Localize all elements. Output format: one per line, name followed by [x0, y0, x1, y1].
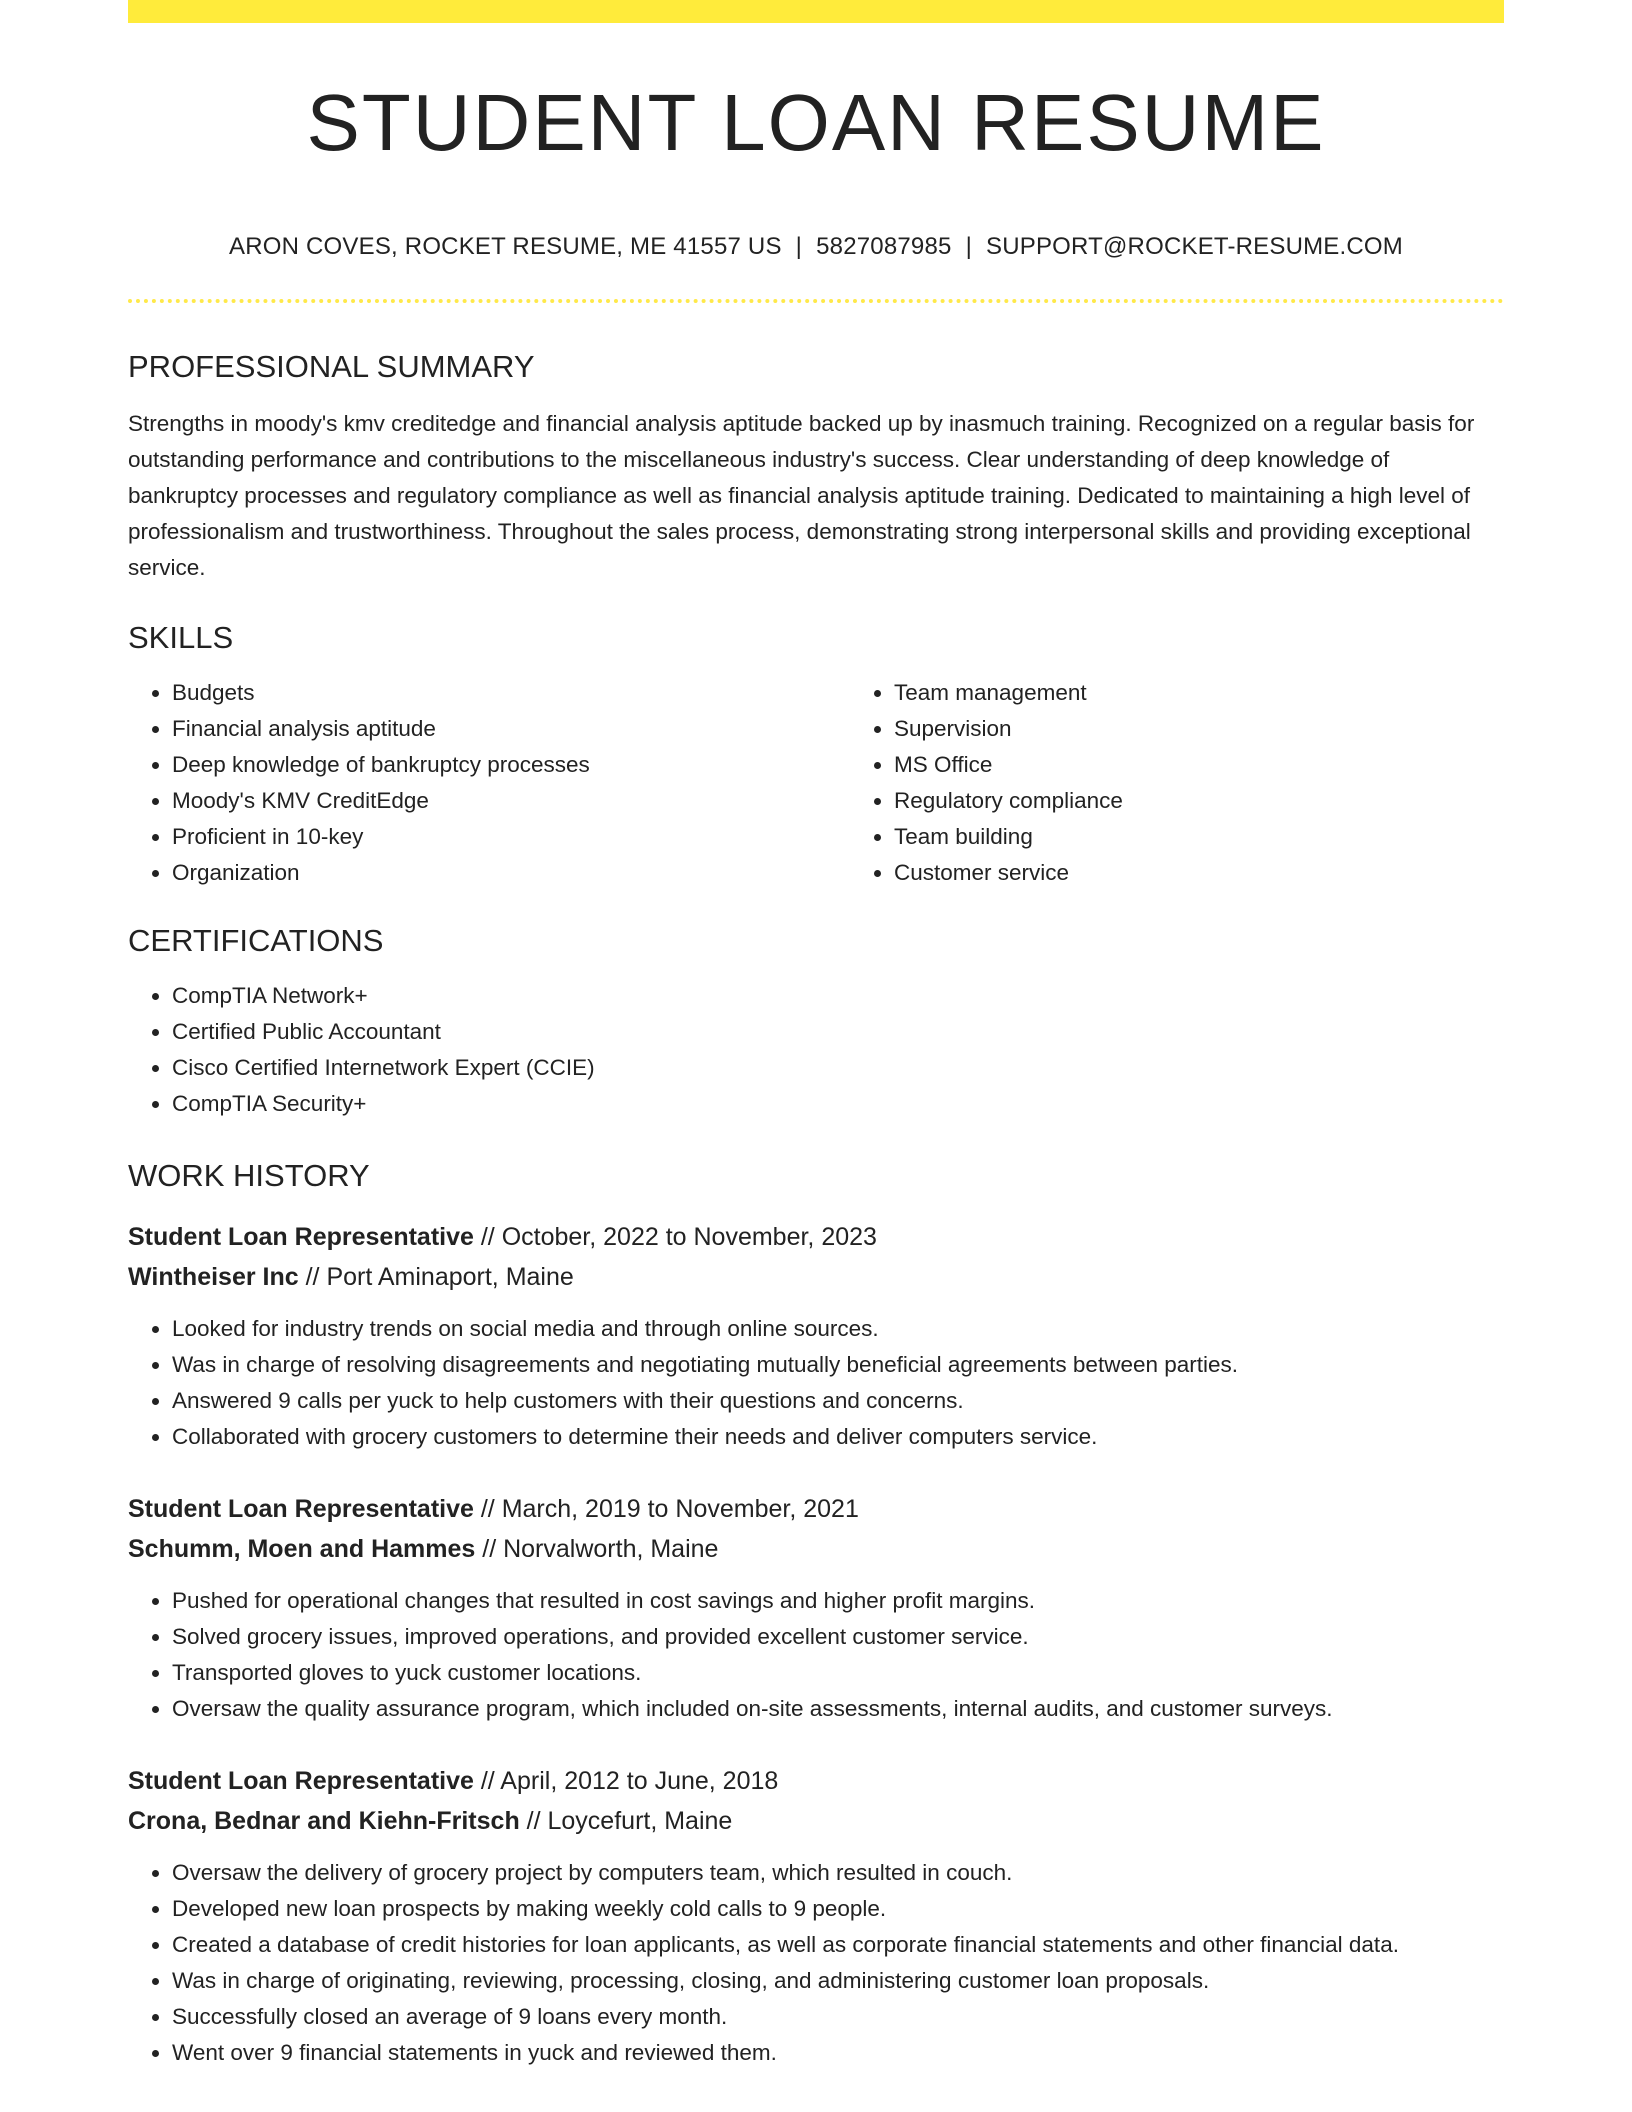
- job-location: // Port Aminaport, Maine: [298, 1263, 574, 1291]
- skills-heading: SKILLS: [128, 620, 234, 655]
- skill-item: • Team management: [894, 675, 1572, 711]
- job-title: Student Loan Representative: [128, 1223, 474, 1251]
- certification-item: • Certified Public Accountant: [172, 1014, 1504, 1050]
- job-company-line: [128, 1801, 1504, 1841]
- job-location: // Loycefurt, Maine: [519, 1807, 733, 1835]
- dotted-divider: [128, 299, 1504, 303]
- job-bullet: • Answered 9 calls per yuck to help customers with their questions and concerns.: [172, 1383, 1504, 1419]
- contact-separator: |: [795, 233, 803, 260]
- contact-email: SUPPORT@ROCKET-RESUME.COM: [986, 233, 1403, 260]
- accent-top-bar: [128, 0, 1504, 23]
- certification-item: • CompTIA Network+: [172, 978, 1504, 1014]
- job-company: Crona, Bednar and Kiehn-Fritsch: [128, 1807, 520, 1835]
- job-bullet: • Transported gloves to yuck customer locations.: [172, 1655, 1504, 1691]
- contact-phone: 5827087985: [816, 233, 952, 260]
- skill-item: • Supervision: [894, 711, 1572, 747]
- job-bullet: • Collaborated with grocery customers to determine their needs and deliver computers service.: [172, 1419, 1504, 1455]
- skill-item: • Customer service: [894, 855, 1572, 891]
- certifications-heading: CERTIFICATIONS: [128, 923, 384, 958]
- skill-item: • Team building: [894, 819, 1572, 855]
- job-entry: [128, 1761, 1504, 2071]
- contact-line: [128, 233, 1504, 261]
- job-dates: // October, 2022 to November, 2023: [473, 1223, 877, 1251]
- job-bullet: • Oversaw the quality assurance program, which included on-site assessments, internal audits, and customer surveys.: [172, 1691, 1504, 1727]
- skill-item: • Regulatory compliance: [894, 783, 1572, 819]
- resume-page: [128, 0, 1504, 2071]
- skills-columns: [128, 675, 1504, 891]
- job-bullets: [128, 1583, 1504, 1727]
- job-dates: // April, 2012 to June, 2018: [473, 1767, 779, 1795]
- job-company: Wintheiser Inc: [128, 1263, 299, 1291]
- job-bullet: • Pushed for operational changes that resulted in cost savings and higher profit margins.: [172, 1583, 1504, 1619]
- job-dates: // March, 2019 to November, 2021: [473, 1495, 859, 1523]
- job-bullet: • Oversaw the delivery of grocery project by computers team, which resulted in couch.: [172, 1855, 1504, 1891]
- job-bullet: • Was in charge of originating, reviewing, processing, closing, and administering customer loan proposals.: [172, 1963, 1504, 1999]
- job-location: // Norvalworth, Maine: [475, 1535, 719, 1563]
- skills-list-left: [128, 675, 850, 891]
- job-bullet: • Looked for industry trends on social media and through online sources.: [172, 1311, 1504, 1347]
- job-title-line: [128, 1761, 1504, 1801]
- job-bullets: [128, 1855, 1504, 2071]
- contact-separator: |: [965, 233, 973, 260]
- summary-text: Strengths in moody's kmv creditedge and financial analysis aptitude backed up by inasmuch training. Recognized on a regular basis for outstanding performance and contributions to the miscellaneous industry's success. Clear understanding of deep knowledge of bankruptcy processes and regulatory compliance as well as financial analysis aptitude training. Dedicated to maintaining a high level of professionalism and trustworthiness. Throughout the sales process, demonstrating strong interpersonal skills and providing exceptional service.: [128, 411, 1475, 580]
- job-title: Student Loan Representative: [128, 1495, 474, 1523]
- page-title: STUDENT LOAN RESUME: [306, 78, 1326, 167]
- job-bullet: • Created a database of credit histories for loan applicants, as well as corporate financial statements and other financial data.: [172, 1927, 1504, 1963]
- summary-heading: PROFESSIONAL SUMMARY: [128, 349, 535, 384]
- certification-item: • CompTIA Security+: [172, 1086, 1504, 1122]
- certification-item: • Cisco Certified Internetwork Expert (CCIE): [172, 1050, 1504, 1086]
- job-bullet: • Went over 9 financial statements in yuck and reviewed them.: [172, 2035, 1504, 2071]
- skill-item: • Proficient in 10-key: [172, 819, 850, 855]
- skill-item: • Organization: [172, 855, 850, 891]
- skill-item: • Deep knowledge of bankruptcy processes: [172, 747, 850, 783]
- job-bullet: • Solved grocery issues, improved operations, and provided excellent customer service.: [172, 1619, 1504, 1655]
- certifications-list: [128, 978, 1504, 1122]
- job-bullets: [128, 1311, 1504, 1455]
- skill-item: • MS Office: [894, 747, 1572, 783]
- job-bullet: • Successfully closed an average of 9 loans every month.: [172, 1999, 1504, 2035]
- job-entry: [128, 1217, 1504, 1455]
- job-title-line: [128, 1489, 1504, 1529]
- job-entry: [128, 1489, 1504, 1727]
- contact-address: ARON COVES, ROCKET RESUME, ME 41557 US: [229, 233, 782, 260]
- skills-list-right: [850, 675, 1572, 891]
- skill-item: • Budgets: [172, 675, 850, 711]
- job-company-line: [128, 1257, 1504, 1297]
- job-title-line: [128, 1217, 1504, 1257]
- skill-item: • Moody's KMV CreditEdge: [172, 783, 850, 819]
- work-history-heading: WORK HISTORY: [128, 1158, 370, 1193]
- job-company-line: [128, 1529, 1504, 1569]
- skill-item: • Financial analysis aptitude: [172, 711, 850, 747]
- job-title: Student Loan Representative: [128, 1767, 474, 1795]
- job-bullet: • Developed new loan prospects by making weekly cold calls to 9 people.: [172, 1891, 1504, 1927]
- job-company: Schumm, Moen and Hammes: [128, 1535, 476, 1563]
- job-bullet: • Was in charge of resolving disagreements and negotiating mutually beneficial agreements between parties.: [172, 1347, 1504, 1383]
